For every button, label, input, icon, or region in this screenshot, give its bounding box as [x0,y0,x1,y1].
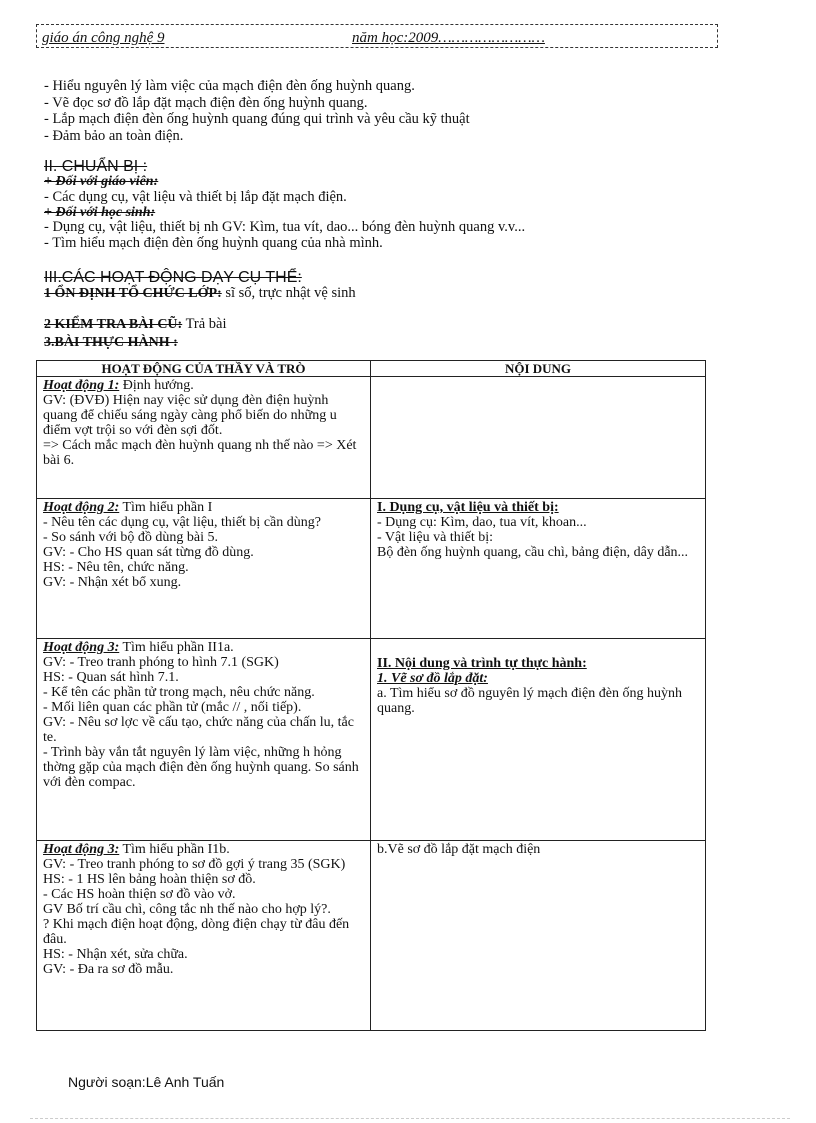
objectives-list [44,78,470,144]
activity-title: Hoạt động 1: [43,378,120,393]
content-line: b.Vẽ sơ đồ lắp đặt mạch điện [377,842,541,857]
step-1 [44,285,356,303]
section-2-title: II. CHUẨN BỊ : [44,158,148,175]
teacher-label: + Đối với giáo viên: [44,174,159,189]
activity-cell [37,841,371,1031]
activity-line: ? Khi mạch điện hoạt động, dòng điện chạy từ đâu đến đâu. [43,917,350,947]
content-line: a. Tìm hiểu sơ đồ nguyên lý mạch điện đèn ống huỳnh quang. [377,686,682,716]
teacher-text: - Các dụng cụ, vật liệu và thiết bị lắp đặt mạch điện. [44,189,347,205]
activity-line: - Nêu tên các dụng cụ, vật liệu, thiết bị cần dùng? [43,515,321,530]
student-line: - Dụng cụ, vật liệu, thiết bị nh GV: Kìm, tua vít, dao... bóng đèn huỳnh quang v.v... [44,219,526,235]
table-row [37,639,706,841]
step-1-label: 1 ỔN ĐỊNH TỔ CHỨC LỚP: [44,286,222,301]
activity-line: GV: - Nhận xét bổ xung. [43,575,182,590]
activity-table [36,360,706,1031]
step-2-label: 2 KIỂM TRA BÀI CŨ: [44,317,183,332]
content-title: II. Nội dung và trình tự thực hành: [377,656,587,671]
table-row [37,499,706,639]
activity-line: - Các HS hoàn thiện sơ đồ vào vở. [43,887,236,902]
table-header-row [37,361,706,377]
table-row [37,841,706,1031]
activity-line: GV: - Cho HS quan sát từng đồ dùng. [43,545,254,560]
activity-title: Hoạt động 3: [43,842,120,857]
activity-title: Hoạt động 3: [43,640,120,655]
student-label: + Đối với học sinh: [44,205,156,220]
activity-line: => Cách mắc mạch đèn huỳnh quang nh thế nào => Xét bài 6. [43,438,357,468]
objective-item: - Đảm bảo an toàn điện. [44,127,184,144]
step-3 [44,334,178,352]
activity-subtitle: Tìm hiểu phần I [119,500,213,515]
content-line: Bộ đèn ống huỳnh quang, cầu chì, bảng điện, dây dẫn... [377,545,689,560]
activity-cell [37,499,371,639]
step-2-text: Trả bài [182,316,227,332]
header-content: NỘI DUNG [371,361,706,377]
activity-line: GV: - Treo tranh phóng to sơ đồ gợi ý trang 35 (SGK) [43,857,346,872]
activity-cell [37,639,371,841]
content-subtitle: 1. Vẽ sơ đồ lắp đặt: [377,671,488,686]
activity-line: GV: - Đa ra sơ đồ mẫu. [43,962,174,977]
objective-item: - Hiểu nguyên lý làm việc của mạch điện đèn ống huỳnh quang. [44,78,415,94]
page-bottom-divider [30,1118,790,1119]
activity-line: HS: - Quan sát hình 7.1. [43,670,179,685]
activity-line: HS: - Nêu tên, chức năng. [43,560,189,575]
objective-item: - Vẽ đọc sơ đồ lắp đặt mạch điện đèn ống huỳnh quang. [44,94,368,111]
content-line: - Dụng cụ: Kìm, dao, tua vít, khoan... [377,515,587,530]
activity-line: HS: - Nhận xét, sửa chữa. [43,947,188,962]
content-title: I. Dụng cụ, vật liệu và thiết bị: [377,500,559,515]
step-2 [44,316,227,334]
student-line: - Tìm hiểu mạch điện đèn ống huỳnh quang của nhà mình. [44,235,383,251]
activity-subtitle: Định hướng. [119,378,194,393]
content-cell [371,377,706,499]
activity-line: - Mối liên quan các phần tử (mắc // , nối tiếp). [43,700,302,715]
activity-line: GV: - Nêu sơ lợc về cấu tạo, chức năng của chấn lu, tắc te. [43,715,354,745]
activity-line: - Trình bày vắn tắt nguyên lý làm việc, những h hỏng thờng gặp của mạch điện đèn ống huỳnh quang. So sánh với đèn compac. [43,745,359,790]
author-footer: Người soạn:Lê Anh Tuấn [68,1074,225,1090]
content-line: - Vật liệu và thiết bị: [377,530,493,545]
content-cell [371,499,706,639]
activity-line: HS: - 1 HS lên bảng hoàn thiện sơ đồ. [43,872,256,887]
activity-line: GV Bố trí cầu chì, công tắc nh thế nào cho hợp lý?. [43,902,331,917]
objective-item: - Lắp mạch điện đèn ống huỳnh quang đúng qui trình và yêu cầu kỹ thuật [44,111,470,127]
header-year: năm học:2009…………………… [352,30,545,46]
activity-line: GV: (ĐVĐ) Hiện nay việc sử dụng đèn điện huỳnh quang để chiếu sáng ngày càng phổ biến do những u điểm vợt trội so với đèn sợi đốt. [43,393,337,438]
activity-line: - Kể tên các phần tử trong mạch, nêu chức năng. [43,685,315,700]
content-cell [371,841,706,1031]
activity-line: - So sánh với bộ đồ dùng bài 5. [43,530,219,545]
table-row [37,377,706,499]
section-3-title: III.CÁC HOẠT ĐỘNG DẠY CỤ THỂ: [44,269,302,286]
content-cell [371,639,706,841]
activity-cell [37,377,371,499]
activity-subtitle: Tìm hiểu phần I1b. [119,842,230,857]
step-1-text: sĩ số, trực nhật vệ sinh [221,285,356,301]
step-3-label: 3.BÀI THỰC HÀNH : [44,335,178,350]
header-activities: HOẠT ĐỘNG CỦA THẦY VÀ TRÒ [37,361,371,377]
activity-subtitle: Tìm hiểu phần II1a. [119,640,234,655]
header-subject: giáo án công nghệ 9 [42,30,165,46]
activity-line: GV: - Treo tranh phóng to hình 7.1 (SGK) [43,655,279,670]
activity-title: Hoạt động 2: [43,500,120,515]
